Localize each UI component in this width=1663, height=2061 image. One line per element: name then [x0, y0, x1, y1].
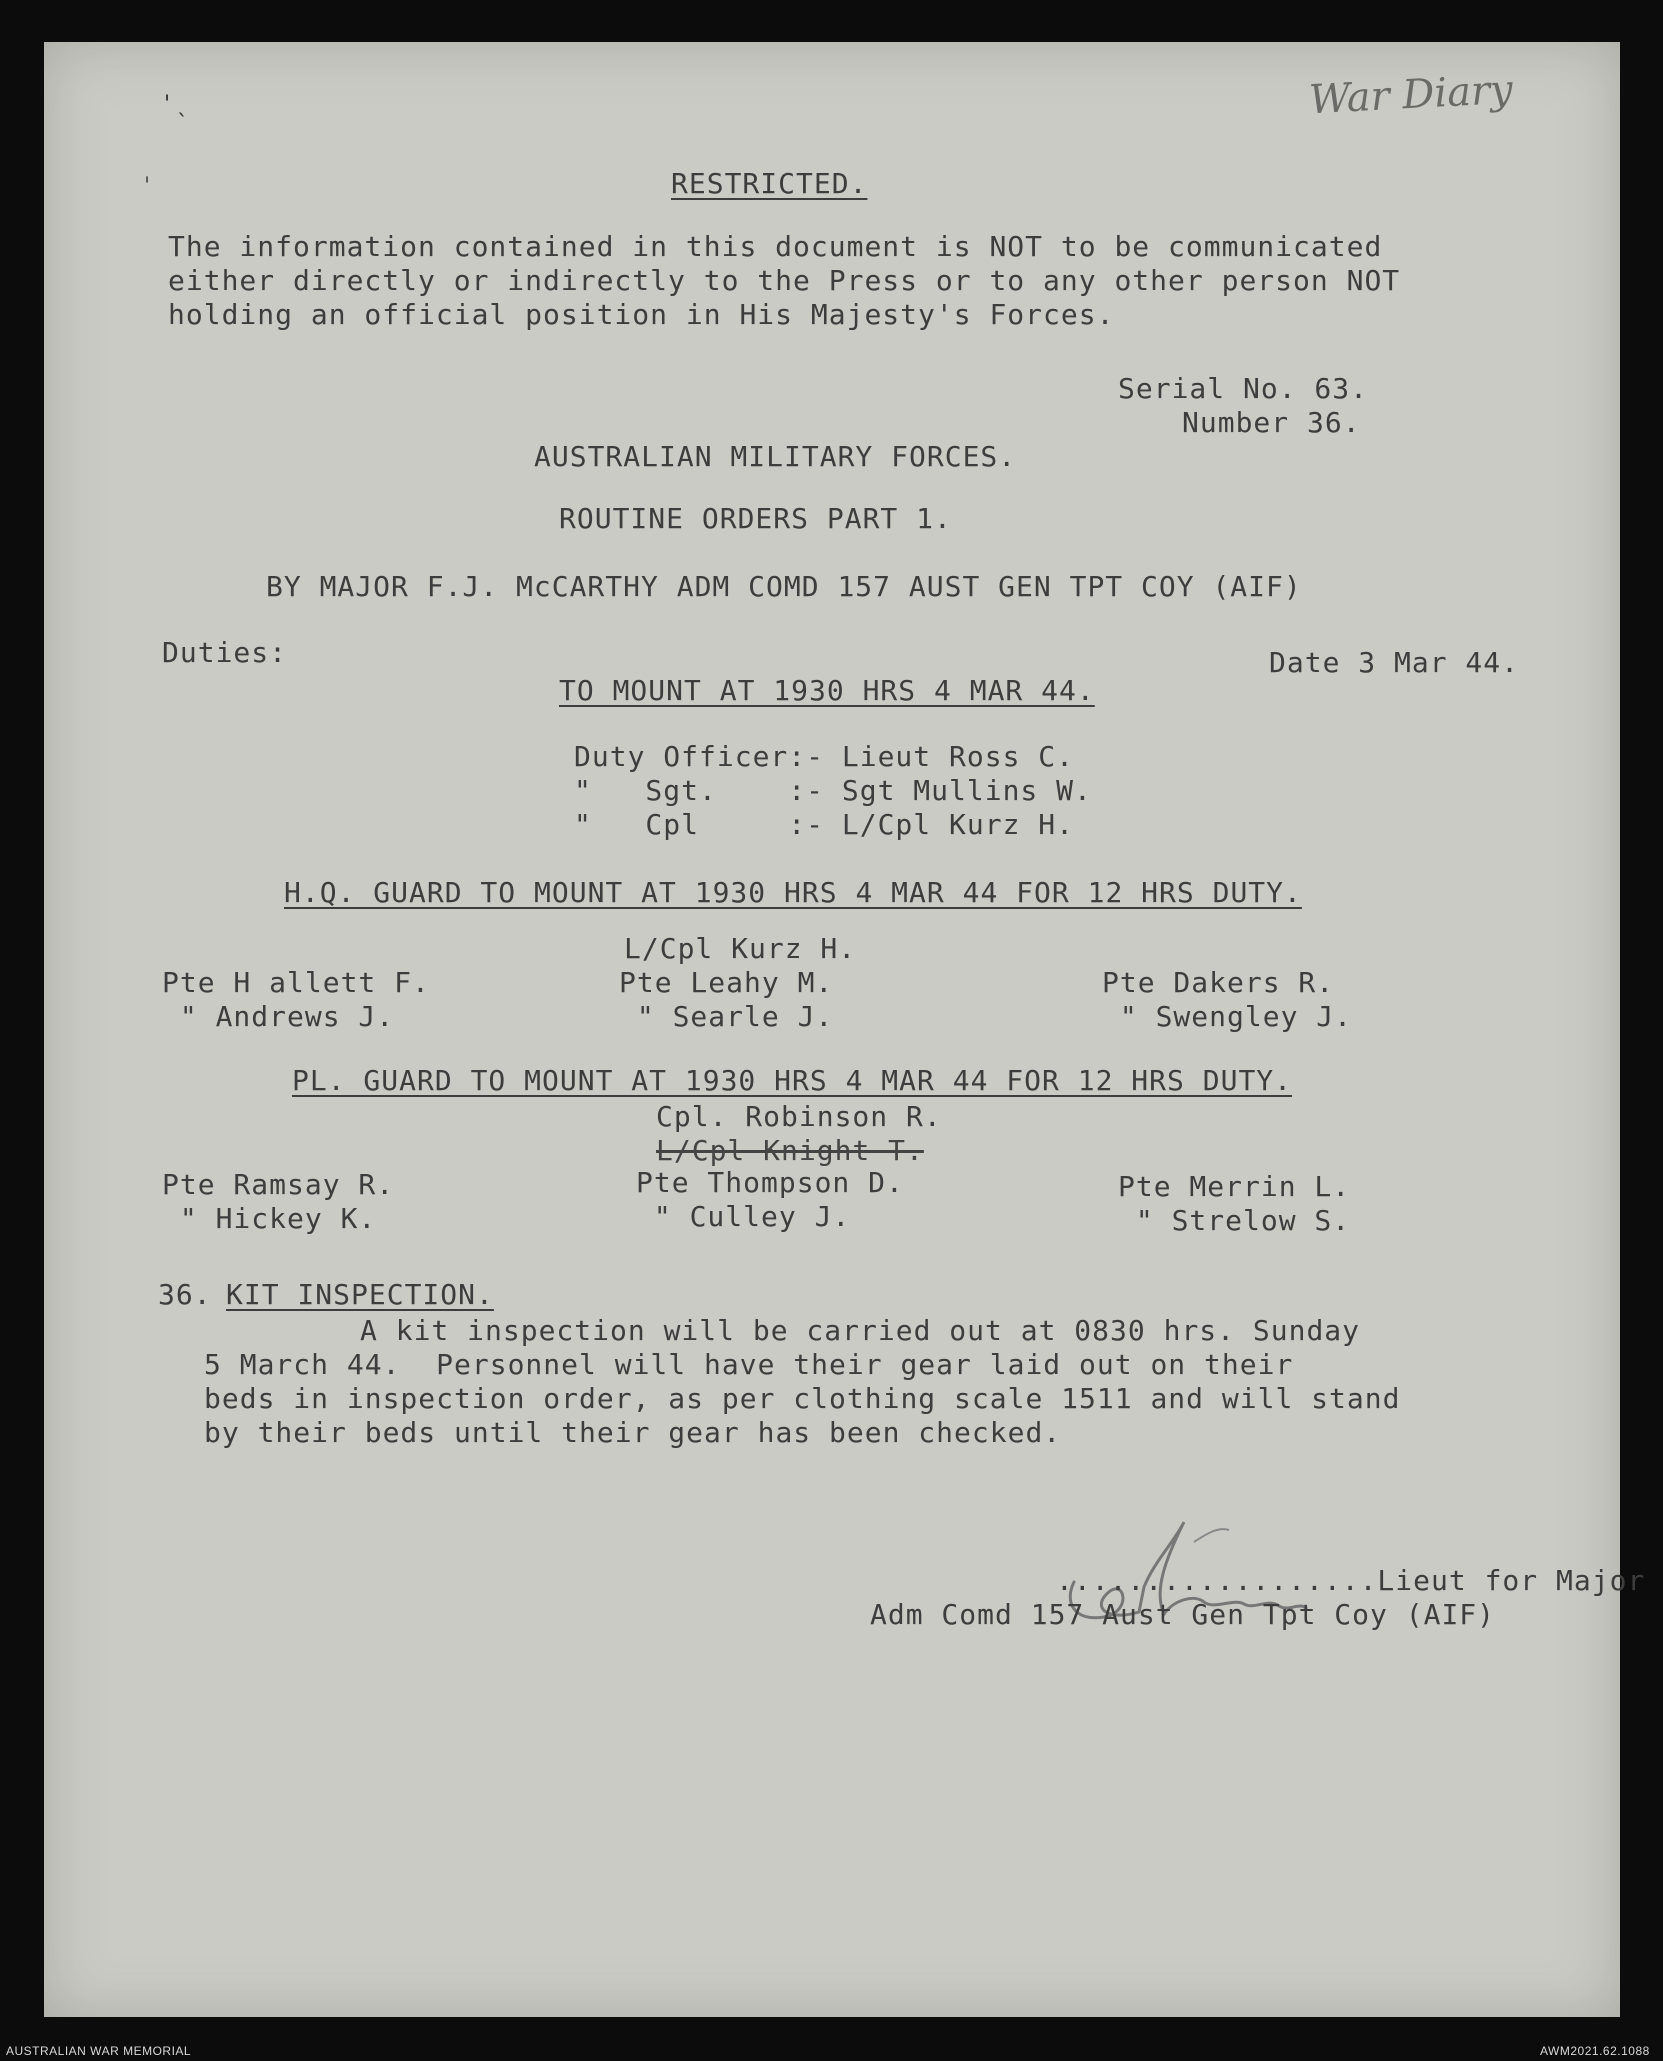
routine-orders-heading: ROUTINE ORDERS PART 1.: [559, 502, 952, 535]
hq-guard-member: Pte H allett F.: [162, 966, 430, 999]
signoff-unit: Adm Comd 157 Aust Gen Tpt Coy (AIF): [870, 1598, 1496, 1631]
hq-guard-member: Pte Leahy M.: [619, 966, 834, 999]
handwritten-annotation: War Diary: [1307, 66, 1514, 124]
kit-inspection-text: by their beds until their gear has been checked.: [204, 1416, 1062, 1449]
notice-line: The information contained in this document is NOT to be communicated: [168, 230, 1383, 263]
forces-heading: AUSTRALIAN MILITARY FORCES.: [534, 440, 1017, 473]
struck-out-name: L/Cpl Knight T.: [656, 1134, 924, 1167]
duty-heading: TO MOUNT AT 1930 HRS 4 MAR 44.: [559, 674, 1095, 707]
item-number: 36.: [158, 1278, 212, 1311]
kit-inspection-heading: KIT INSPECTION.: [226, 1278, 494, 1311]
issued-by-line: BY MAJOR F.J. McCARTHY ADM COMD 157 AUST GEN TPT COY (AIF): [266, 570, 1302, 603]
pl-guard-member: Pte Ramsay R.: [162, 1168, 395, 1201]
pl-guard-heading: PL. GUARD TO MOUNT AT 1930 HRS 4 MAR 44 FOR 12 HRS DUTY.: [292, 1064, 1293, 1097]
kit-inspection-text: 5 March 44. Personnel will have their gear laid out on their: [204, 1348, 1294, 1381]
duties-label: Duties:: [162, 636, 288, 669]
pl-guard-member: " Culley J.: [636, 1200, 851, 1233]
hq-guard-member: Pte Dakers R.: [1102, 966, 1335, 999]
duty-line: " Sgt. :- Sgt Mullins W.: [574, 774, 1092, 807]
punch-mark: ˌ: [144, 160, 151, 185]
hq-guard-member: " Swengley J.: [1102, 1000, 1353, 1033]
duty-line: Duty Officer:- Lieut Ross C.: [574, 740, 1075, 773]
hq-guard-member: " Andrews J.: [162, 1000, 395, 1033]
kit-inspection-text: beds in inspection order, as per clothing scale 1511 and will stand: [204, 1382, 1401, 1415]
document-sheet: [44, 42, 1646, 2017]
hq-guard-commander: L/Cpl Kurz H.: [624, 932, 857, 965]
hq-guard-heading: H.Q. GUARD TO MOUNT AT 1930 HRS 4 MAR 44 FOR 12 HRS DUTY.: [284, 876, 1302, 909]
order-number: Number 36.: [1182, 406, 1361, 439]
footer-accession: AWM2021.62.1088: [1540, 2044, 1650, 2058]
signoff-line: ..................Lieut for Major: [1056, 1564, 1646, 1597]
pl-guard-commander: Cpl. Robinson R.: [656, 1100, 942, 1133]
serial-number: Serial No. 63.: [1118, 372, 1369, 405]
hq-guard-member: " Searle J.: [619, 1000, 834, 1033]
notice-line: holding an official position in His Majesty's Forces.: [168, 298, 1115, 331]
order-date: Date 3 Mar 44.: [1269, 646, 1520, 679]
restricted-heading: RESTRICTED.: [671, 167, 868, 200]
duty-line: " Cpl :- L/Cpl Kurz H.: [574, 808, 1075, 841]
kit-inspection-text: A kit inspection will be carried out at 0830 hrs. Sunday: [360, 1314, 1361, 1347]
notice-line: either directly or indirectly to the Press or to any other person NOT: [168, 264, 1401, 297]
punch-mark: ' ˎ: [164, 92, 189, 117]
pl-guard-member: " Hickey K.: [162, 1202, 377, 1235]
pl-guard-member: Pte Merrin L.: [1118, 1170, 1351, 1203]
footer-institution: AUSTRALIAN WAR MEMORIAL: [6, 2044, 192, 2058]
pl-guard-member: " Strelow S.: [1118, 1204, 1351, 1237]
pl-guard-member: Pte Thompson D.: [636, 1166, 904, 1199]
